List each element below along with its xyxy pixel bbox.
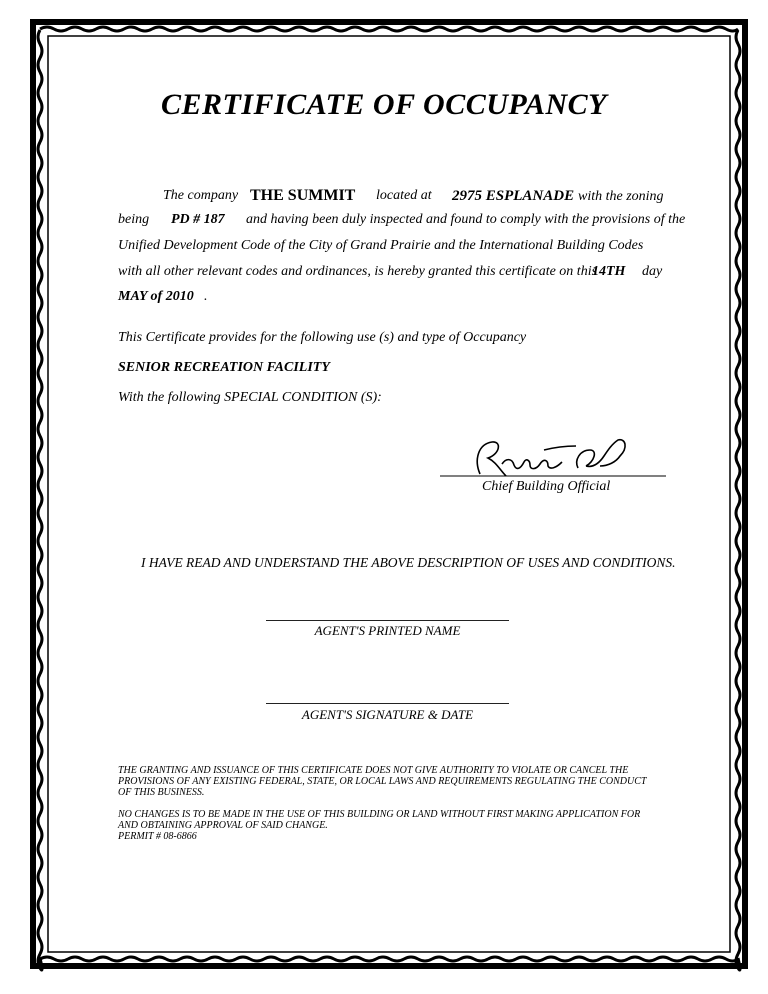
issue-month-year: MAY of 2010 (118, 289, 194, 304)
day-label: day (642, 264, 663, 279)
intro-line-3: Unified Development Code of the City of Grand Prairie and the International Building Codes (118, 238, 644, 253)
signature-date-label: AGENT'S SIGNATURE & DATE (301, 707, 474, 722)
company-prefix: The company (163, 188, 239, 203)
use-intro: This Certificate provides for the following use (s) and type of Occupancy (118, 330, 527, 345)
located-label: located at (376, 188, 432, 203)
certificate-title: CERTIFICATE OF OCCUPANCY (160, 88, 607, 121)
printed-name-label: AGENT'S PRINTED NAME (314, 623, 461, 638)
property-address: 2975 ESPLANADE (452, 188, 575, 204)
official-title: Chief Building Official (482, 479, 611, 494)
printed-name-line[interactable] (266, 620, 509, 621)
issue-day: 14TH (592, 264, 626, 279)
occupancy-use: SENIOR RECREATION FACILITY (118, 360, 330, 375)
disclaimer-line: OF THIS BUSINESS. (118, 787, 205, 798)
intro-line-4: with all other relevant codes and ordinances, is hereby granted this certificate on this (118, 264, 598, 279)
being-label: being (118, 212, 150, 227)
signature-date-line[interactable] (266, 703, 509, 704)
disclaimer-line: THE GRANTING AND ISSUANCE OF THIS CERTIFICATE DOES NOT GIVE AUTHORITY TO VIOLATE OR CANCEL THE (118, 765, 629, 776)
intro-line-2: and having been duly inspected and found to comply with the provisions of the (246, 212, 686, 227)
permit-number: PERMIT # 08-6866 (118, 831, 197, 842)
acknowledgement-statement: I HAVE READ AND UNDERSTAND THE ABOVE DESCRIPTION OF USES AND CONDITIONS. (141, 555, 676, 570)
zoning-label: with the zoning (578, 189, 664, 204)
zoning-district: PD # 187 (171, 212, 225, 227)
special-conditions-label: With the following SPECIAL CONDITION (S): (118, 390, 382, 405)
changes-notice-line: NO CHANGES IS TO BE MADE IN THE USE OF THIS BUILDING OR LAND WITHOUT FIRST MAKING APPLICATION FOR (118, 809, 641, 820)
intro-period: . (204, 289, 208, 304)
disclaimer-line: PROVISIONS OF ANY EXISTING FEDERAL, STATE, OR LOCAL LAWS AND REQUIREMENTS REGULATING THE CONDUCT (118, 776, 647, 787)
company-name: THE SUMMIT (250, 187, 356, 204)
changes-notice-line: AND OBTAINING APPROVAL OF SAID CHANGE. (118, 820, 328, 831)
